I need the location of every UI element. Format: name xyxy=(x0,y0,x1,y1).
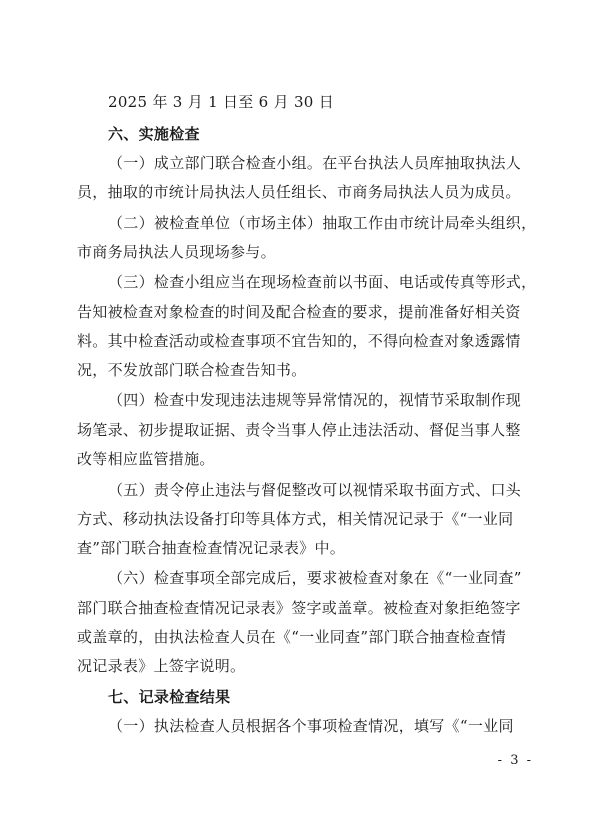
section-6-heading: 六、实施检查 xyxy=(108,125,200,143)
section-6-item-3-line-4: 况，不发放部门联合检查告知书。 xyxy=(77,361,307,379)
section-6-item-6-line-1: （六）检查事项全部完成后，要求被检查对象在《“一业同查” xyxy=(108,569,522,587)
section-7-item-1-line-1: （一）执法检查人员根据各个事项检查情况，填写《“一业同 xyxy=(108,717,514,735)
page-number: - 3 - xyxy=(497,753,533,768)
section-6-item-5-line-2: 方式、移动执法设备打印等具体方式，相关情况记录于《“一业同 xyxy=(77,510,514,528)
section-6-item-3-line-2: 告知被检查对象检查的时间及配合检查的要求，提前准备好相关资 xyxy=(77,303,521,321)
section-6-item-2-line-1: （二）被检查单位（市场主体）抽取工作由市统计局牵头组织， xyxy=(108,214,537,232)
section-6-item-5-line-3: 查”部门联合抽查检查情况记录表》中。 xyxy=(77,539,346,557)
section-7-heading: 七、记录检查结果 xyxy=(108,688,231,706)
section-6-item-6-line-3: 或盖章的，由执法检查人员在《“一业同查”部门联合抽查检查情 xyxy=(77,628,507,646)
section-6-item-5-line-1: （五）责令停止违法与督促整改可以视情采取书面方式、口头 xyxy=(108,481,522,499)
section-6-item-6-line-4: 况记录表》上签字说明。 xyxy=(77,657,246,675)
section-6-item-3-line-1: （三）检查小组应当在现场检查前以书面、电话或传真等形式， xyxy=(108,273,537,291)
date-line: 2025 年 3 月 1 日至 6 月 30 日 xyxy=(108,93,335,111)
section-6-item-4-line-3: 改等相应监管措施。 xyxy=(77,450,215,468)
section-6-item-4-line-2: 场笔录、初步提取证据、责令当事人停止违法活动、督促当事人整 xyxy=(77,421,521,439)
section-6-item-1-line-2: 员，抽取的市统计局执法人员任组长、市商务局执法人员为成员。 xyxy=(77,183,521,201)
section-6-item-6-line-2: 部门联合抽查检查情况记录表》签字或盖章。被检查对象拒绝签字 xyxy=(77,599,521,617)
section-6-item-3-line-3: 料。其中检查活动或检查事项不宜告知的，不得向检查对象透露情 xyxy=(77,332,521,350)
section-6-item-2-line-2: 市商务局执法人员现场参与。 xyxy=(77,243,276,261)
section-6-item-1-line-1: （一）成立部门联合检查小组。在平台执法人员库抽取执法人 xyxy=(108,154,522,172)
section-6-item-4-line-1: （四）检查中发现违法违规等异常情况的，视情节采取制作现 xyxy=(108,391,522,409)
